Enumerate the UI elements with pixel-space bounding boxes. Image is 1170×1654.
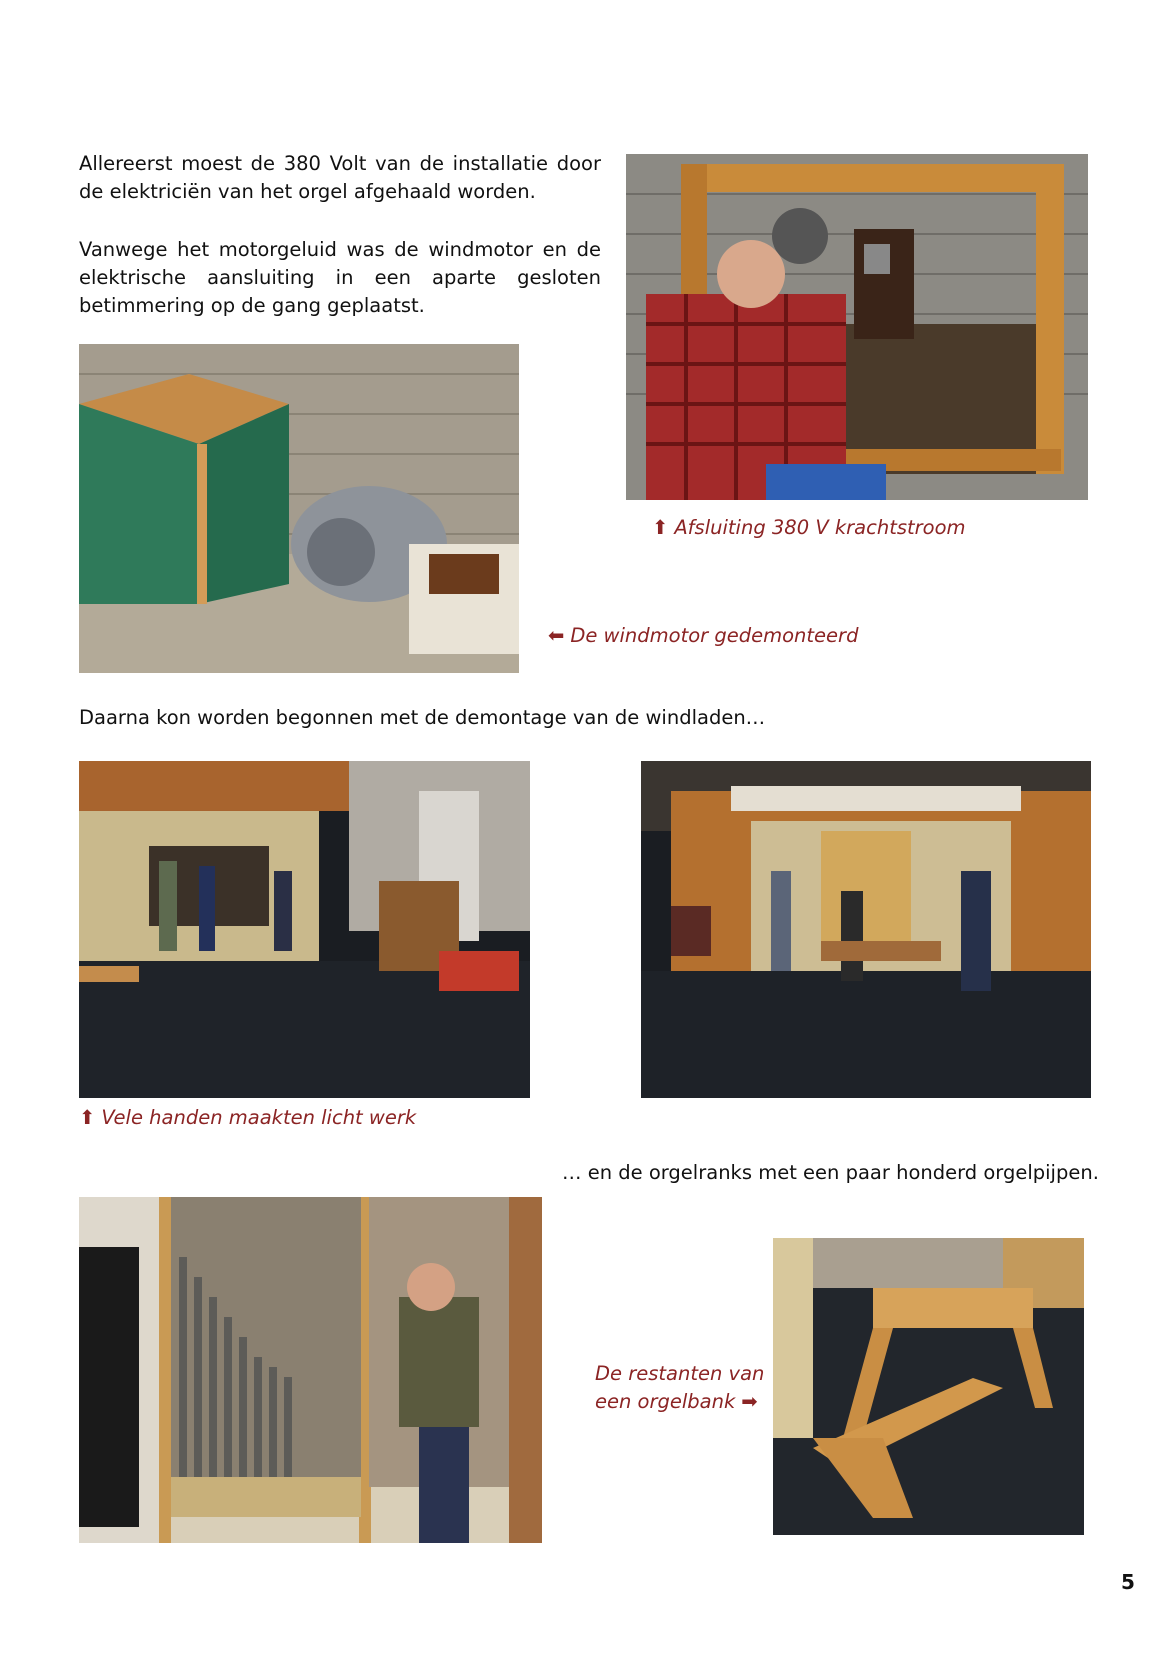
photo-organ-pipes [79,1197,542,1543]
photo-hall-right [641,761,1091,1098]
orgelranks-paragraph: … en de orgelranks met een paar honderd orgelpijpen. [562,1161,1099,1184]
caption-afsluiting: ⬆ Afsluiting 380 V krachtstroom [652,516,966,539]
windladen-paragraph: Daarna kon worden begonnen met de demontage van de windladen… [79,706,766,729]
caption-restanten-line2: een orgelbank ➡ [595,1390,758,1413]
caption-restanten-line1: De restanten van [595,1362,765,1385]
photo-windmotor [79,344,519,673]
photo-organ-bench [773,1238,1084,1535]
photo-electrician-frame [626,154,1088,500]
windmotor-paragraph: Vanwege het motorgeluid was de windmotor en de elektrische aansluiting in een aparte gesloten betimmering op de gang geplaatst. [79,238,601,317]
arrow-left-icon: ⬅ [548,624,565,647]
caption-windmotor: ⬅ De windmotor gedemonteerd [548,624,859,647]
arrow-right-icon: ➡ [741,1390,758,1413]
page-number: 5 [1121,1570,1135,1594]
intro-paragraph: Allereerst moest de 380 Volt van de installatie door de elektriciën van het orgel afgehaald worden. [79,152,601,203]
arrow-up-icon: ⬆ [652,516,669,539]
arrow-up-icon: ⬆ [79,1106,96,1129]
caption-handen: ⬆ Vele handen maakten licht werk [79,1106,417,1129]
photo-hall-left [79,761,530,1098]
